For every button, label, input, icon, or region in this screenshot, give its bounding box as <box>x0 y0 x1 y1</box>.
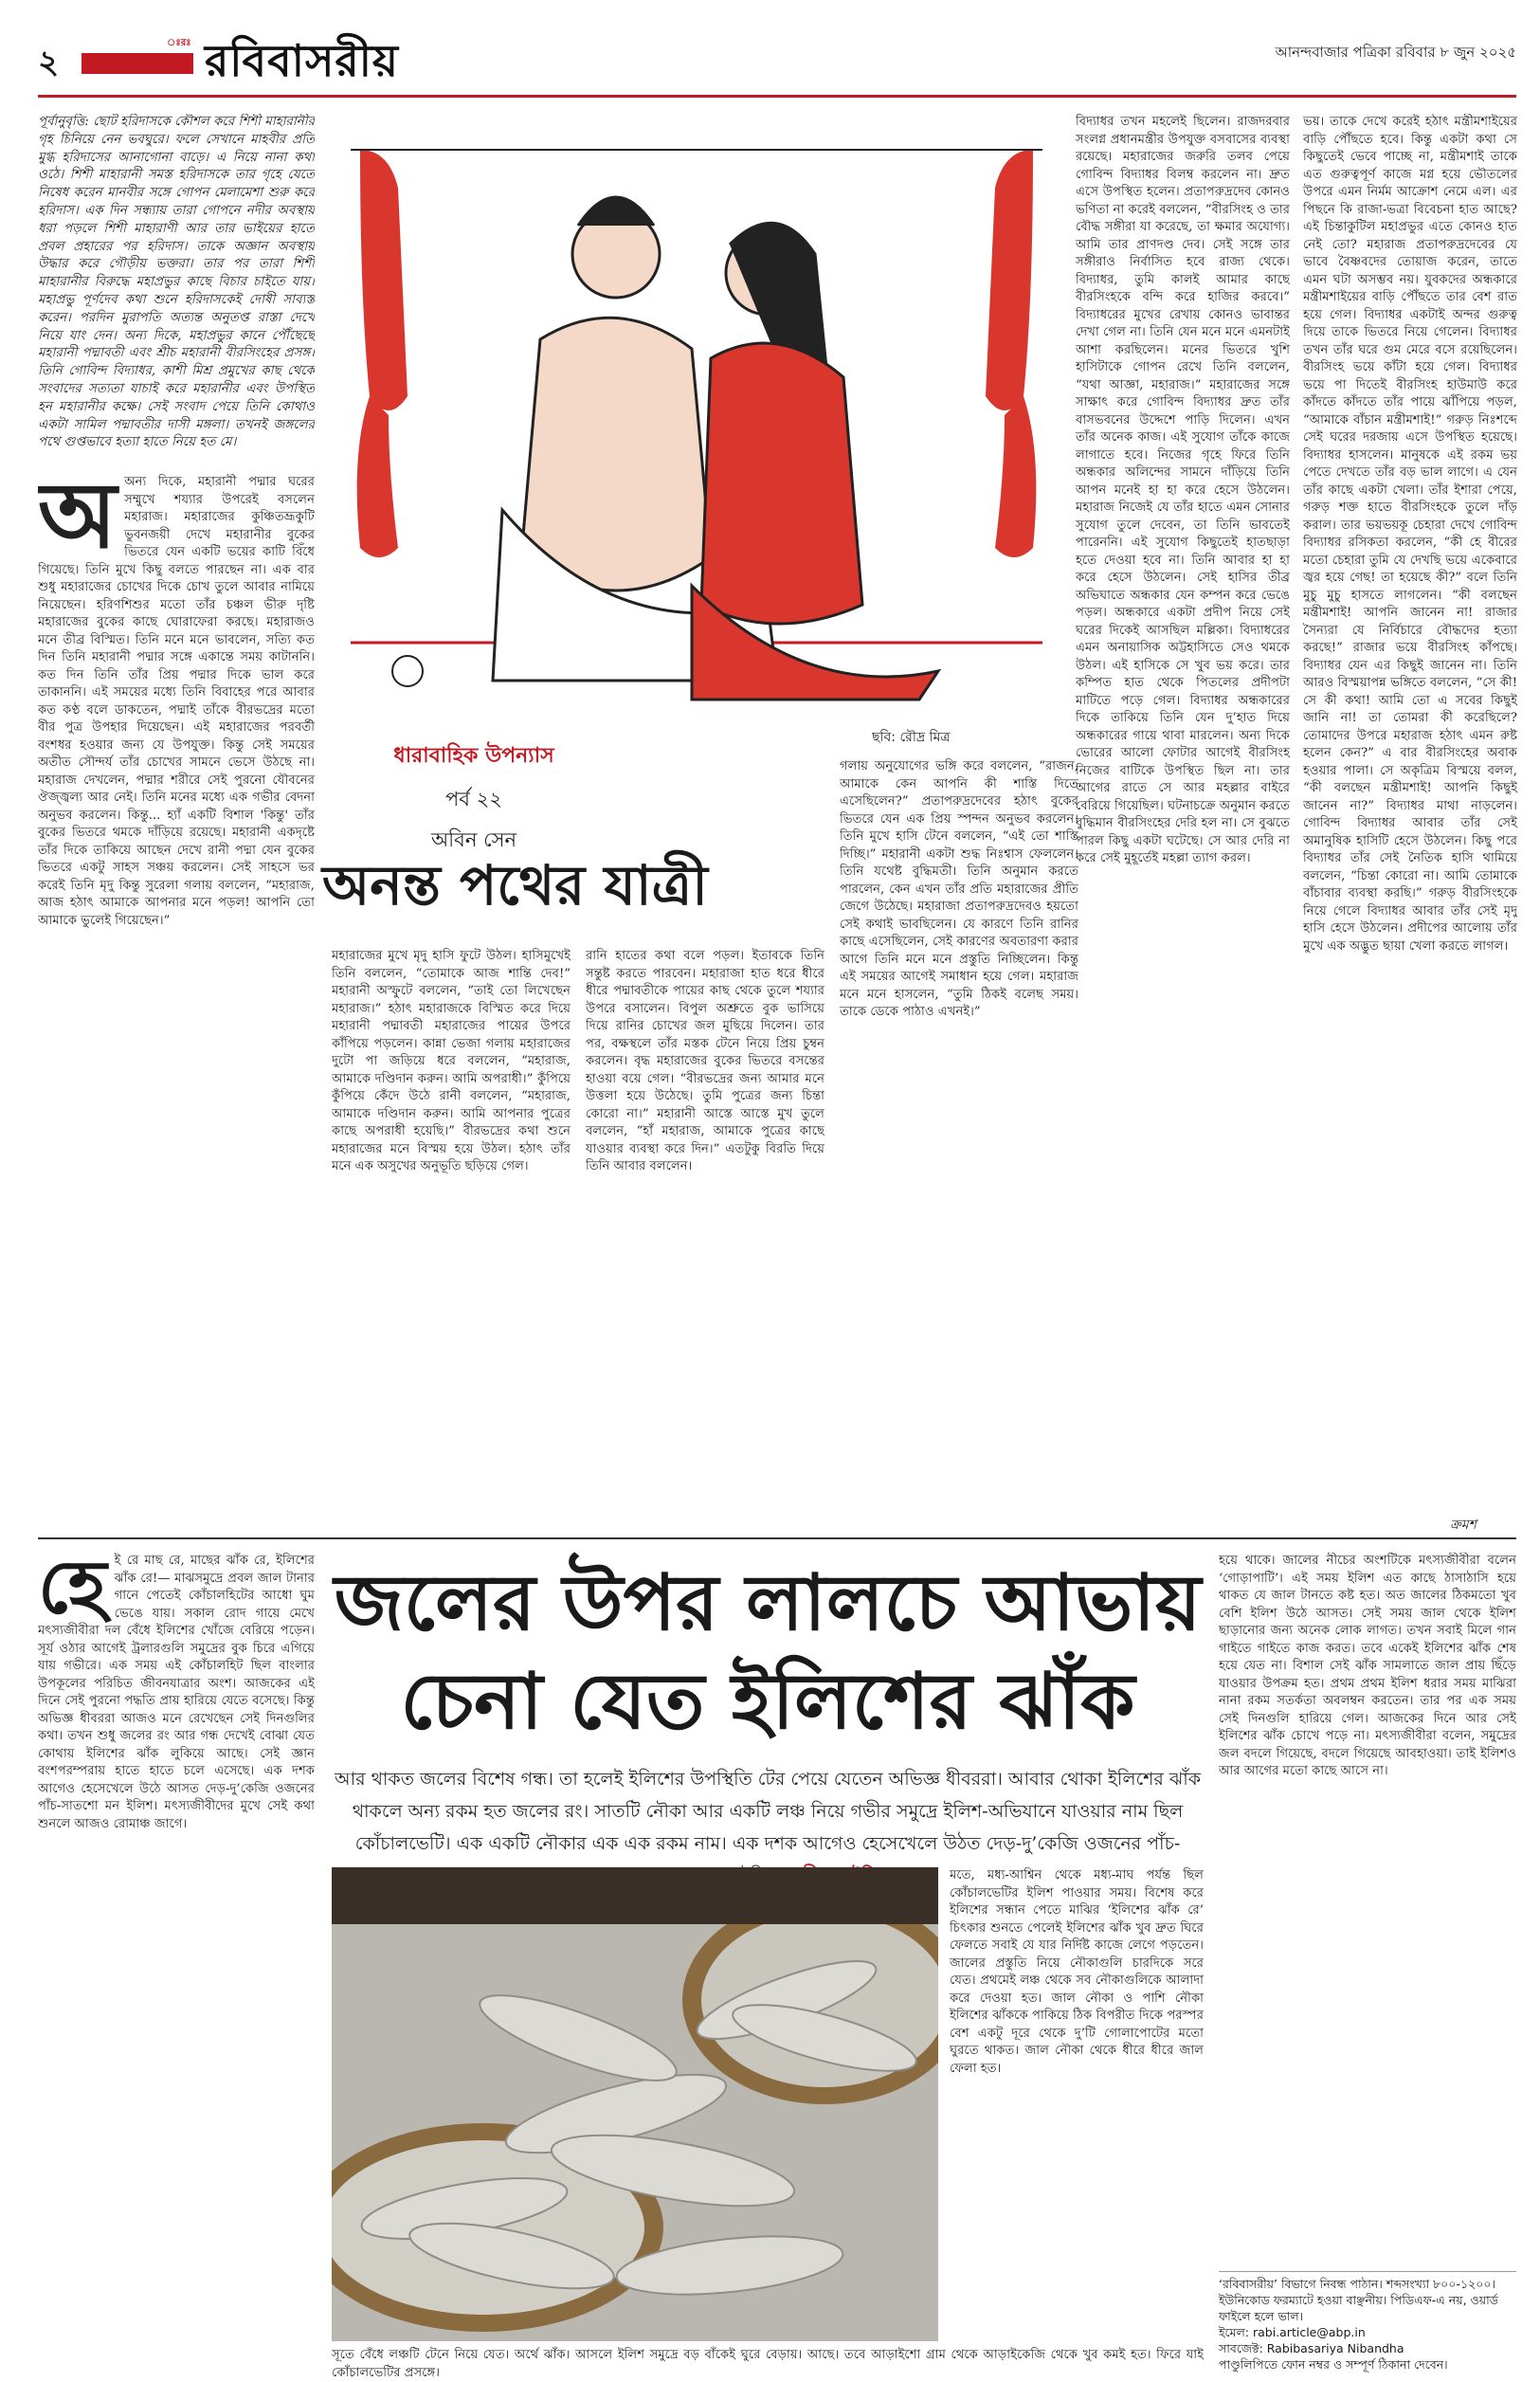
masthead-rule <box>38 95 1516 98</box>
serial-title: অনন্ত পথের যাত্রী <box>322 853 708 918</box>
hilsa-text-1: ই রে মাছ রে, মাছের ঝাঁক রে, ইলিশের ঝাঁক রে!— মাঝসমুদ্রে প্রবল জাল টানার গানে পেতেই কোঁচালহিটের আধো ঘুম ভেঙে যায়। সকাল রোদ গায়ে মেখে মৎস্যজীবীরা দল বেঁধে ইলিশের খোঁজে বেরিয়ে পড়েন। সূর্য ওঠার আগেই ট্রলারগুলি সমুদ্রের বুক চিরে এগিয়ে যায় গভীরে। এক সময় এই কোঁচালহিট ছিল বাংলার উপকূলের পরিচিত জীবনযাত্রার অংশ। আজকের এই দিনে সেই পুরনো পদ্ধতি প্রায় হারিয়ে যেতে বসেছে। কিন্তু অভিজ্ঞ ধীবররা আজও মনে রেখেছেন সেই দিনগুলির কথা। তখন শুধু জলের রং আর গন্ধ দেখেই বোঝা যেত কোথায় ইলিশের ঝাঁক লুকিয়ে আছে। সেই জ্ঞান বংশপরম্পরায় হাতে হাতে চলে এসেছে। এক দশক আগেও হেসেখেলে উঠে আসত দেড়-দু’কেজি ওজনের পাঁচ-সাতশো মন ইলিশ। মৎস্যজীবীদের মুখে সেই কথা শুনলে আজও রোমাঞ্চ জাগে। <box>38 1554 315 1831</box>
hilsa-column-2: মতে, মধ্য-আশ্বিন থেকে মধ্য-মাঘ পর্যন্ত ছিল কোঁচালভেটির ইলিশ পাওয়ার সময়। বিশেষ করে ইলিশের সন্ধান পেতে মাঝির ‘ইলিশের ঝাঁক রে’ চিৎকার শুনতে পেলেই ইলিশের ঝাঁক খুব দ্রুত ঘিরে ফেলতে সবাই যে যার নির্দিষ্ট কাজে লেগে পড়তেন। জালের প্রস্তুতি নিয়ে নৌকাগুলি চারদিকে সরে যেত। প্রথমেই লঞ্চ থেকে সব নৌকাগুলিকে আলাদা করে দেওয়া হত। জাল নৌকা ও পাশি নৌকা ইলিশের ঝাঁককে পাকিয়ে ঠিক বিপরীত দিকে পরস্পর বেশ একটু দূরে থেকে দু’টি গোলাপোটের মতো ঘুরতে থাকত। জাল নৌকা থেকে ধীরে ধীরে জাল ফেলা হত। <box>950 1868 1204 2076</box>
serial-recap: পূর্বানুবৃত্তি: ছোট হরিদাসকে কৌশল করে শিশী মাহারানীর গৃহ চিনিয়ে নেন ভবঘুরে। ফলে সেখানে মাহবীর প্রতি মুগ্ধ হরিদাসের আনাগোনা বাড়ে। এ নিয়ে নানা কথা ওঠে। শিশী মাহারানী সমস্ত হরিদাসকে তার গৃহে যেতে নিষেধ করেন মানবীর সঙ্গে গোপন মেলামেশা শুরু করে হরিদাস। এক দিন সন্ধ্যায় তারা গোপনে নদীর অবস্থায় ধরা পড়লে শিশী মাহারাণী আর তার ভাইয়ের হাতে প্রবল প্রহারের পর হরিদাস। তাকে অজ্ঞান অবস্থায় উদ্ধার করে গৌড়ীয় ভক্তরা। তার পর তারা শিশী মাহারানীর বিরুদ্ধে মহাপ্রভুর কাছে বিচার চাইতে যায়। মহাপ্রভু পূর্ণদেব কথা শুনে হরিদাসকেই দোষী সাব্যস্ত করেন। পরদিন মুরাপতি অত্যন্ত অনুতপ্ত রাস্তা দেখে নিয়ে যাং দেন। অন্য দিকে, মহাপ্রভুর কানে পৌঁছেছে মহারানী পদ্মাবতী এবং শ্রীচ মহারানী বীরসিংহের প্রসঙ্গ। তিনি গোবিন্দ বিদ্যাধর, কাশী মিশ্র প্রমুখের কাছ থেকে সংবাদের সত্যতা যাচাই করে মহারানীর এবং উপস্থিত হন মহারানীর কক্ষে। সেই সংবাদ পেয়ে তিনি কোথাও একটা সামিল পদ্মাবতীর দাসী মঙ্গলা। তখনই জঙ্গলের পথে গুপ্তভাবে হত্যা হাতে নিয়ে হত মে। <box>38 115 315 450</box>
serial-author: অবিন সেন <box>430 828 517 851</box>
submission-email[interactable]: ইমেল: rabi.article@abp.in <box>1219 2325 1366 2339</box>
logo-red-bar <box>82 53 193 74</box>
hilsa-drop-cap: হে <box>38 1553 107 1630</box>
hilsa-deck-text: আর থাকত জলের বিশেষ গন্ধ। তা হলেই ইলিশের উপস্থিতি টের পেয়ে যেতেন অভিজ্ঞ ধীবররা। আবার থোকা ইলিশের ঝাঁক থাকলে অন্য রকম হত জলের রং। সাতটি নৌকা আর একটি লঞ্চ নিয়ে গভীর সমুদ্রে ইলিশ-অভিযানে যাওয়ার নাম ছিল কোঁচালভেটি। এক একটি নৌকার এক এক রকম নাম। এক দশক আগেও হেসেখেলে উঠত দেড়-দু’কেজি ওজনের পাঁচ- <box>334 1769 1202 1854</box>
serial-tag: ধারাবাহিক উপন্যাস <box>393 744 554 768</box>
dateline: আনন্দবাজার পত্রিকা রবিবার ৮ জুন ২০২৫ <box>1275 44 1516 61</box>
section-logo <box>82 27 404 93</box>
submission-subject: সাবজেক্ট: Rabibasariya Nibandha <box>1219 2341 1404 2355</box>
hilsa-headline-line-1: জলের উপর লালচে আভায় <box>334 1558 1202 1648</box>
serial-illustration <box>332 112 1061 718</box>
hilsa-headline-line-2: চেনা যেত ইলিশের ঝাঁক <box>400 1657 1135 1747</box>
submission-info: ‘রবিবাসরীয়’ বিভাগে নিবন্ধ পাঠান। শব্দসংখ্যা ৮০০-১২০০। ইউনিকোড ফরম্যাটে হওয়া বাঞ্ছনীয়। পিডিএফ-এ নয়, ওয়ার্ড ফাইলে হলে ভাল। <box>1219 2277 1498 2323</box>
serial-column-3: রানি হাতের কথা বলে পড়ল। ইতাবকে তিনি সন্তুষ্ট করতে পারবেন। মহারাজা হাত ধরে ধীরে ধীরে পদ্মাবতীকে পায়ের কাছ থেকে তুলে শয্যার উপরে বসালেন। বিপুল অশ্রুতে বুক ভাসিয়ে দিয়ে রানির চোখের জল মুছিয়ে দিলেন। তার পর, বক্ষস্থলে তাঁর মস্তক টেনে নিয়ে প্রিয় চুম্বন করলেন। বৃদ্ধ মহারাজের বুকের ভিতরে বসন্তের হাওয়া বয়ে গেল। “বীরভদ্রের জন্য আমার মনে উত্তলা হয়ে উঠেছে। তুমি পুত্রের জন্য চিন্তা কোরো না।” মহারানী আস্তে আস্তে মুখ তুলে বললেন, “হাঁ মহারাজ, আমাকে পুত্রের কাছে যাওয়ার ব্যবস্থা করে দিন।” এতটুকু বিরতি দিয়ে তিনি আবার বললেন। <box>586 949 824 1173</box>
drop-cap: অ <box>38 474 118 569</box>
hilsa-headline <box>332 1555 1204 1752</box>
page-number: ২ <box>38 44 60 82</box>
hilsa-bottom-strip: সূতে বেঁধে লঞ্চটি টেনে নিয়ে যেত। অর্থে ঝাঁক। আসলে ইলিশ সমুদ্রে বড় বাঁকেই ঘুরে বেড়ায়। আছে। তবে আড়াইশো গ্রাম থেকে আড়াইকেজি থেকে খুব কমই হত। ফিরে যাই কোঁচালভেটির প্রসঙ্গে। <box>332 2348 1204 2380</box>
section-divider <box>38 1537 1516 1539</box>
serial-column-5: বিদ্যাধর তখন মহলেই ছিলেন। রাজদরবার সংলগ্ন প্রধানমন্ত্রীর উপযুক্ত বসবাসের ব্যবস্থা রয়েছে। মহারাজের জরুরি তলব পেয়ে গোবিন্দ বিদ্যাধর বিলম্ব করলেন না। দ্রুত এসে উপস্থিত হলেন। প্রতাপরুদ্রদেব কোনও ভণিতা না করেই বললেন, “বীরসিংহ ও তার বৌদ্ধ সঙ্গীরা যা করেছে, তা ক্ষমার অযোগ্য। আমি তার প্রাণদণ্ড দেব। সেই সঙ্গে তার সঙ্গীরাও নির্বাসিত হবে রাজ্য থেকে। বিদ্যাধর, তুমি কালই আমার কাছে বীরসিংহকে বন্দি করে হাজির করবে।” বিদ্যাধরের মুখের রেখায় কোনও ভাবান্তর দেখা গেল না। তিনি যেন মনে মনে এমনটাই আশা করছিলেন। মনের ভিতরে খুশি হাসিটাকে গোপন রেখে তিনি বললেন, “যথা আজ্ঞা, মহারাজ।” মহারাজের সঙ্গে সাক্ষাৎ করে গোবিন্দ বিদ্যাধর দ্রুত তাঁর বাসভবনের উদ্দেশে পাড়ি দিলেন। এখন তাঁর অনেক কাজ। এই সুযোগ তাঁকে কাজে লাগাতে হবে। নিজের গৃহে ফিরে তিনি অন্ধকার অলিন্দের সামনে দাঁড়িয়ে তিনি আপন মনেই হা হা করে হেসে উঠলেন। মহারাজ নিজেই যে তাঁর হাতে এমন সোনার সুযোগ তুলে দেবেন, তা তিনি ভাবতেই পারেননি। এই সুযোগ কিছুতেই হাতছাড়া হতে দেওয়া হবে না। তিনি আবার হা হা করে হেসে উঠলেন। সেই হাসির তীব্র অভিঘাতে অন্ধকার যেন কম্পন করে ভেঙে পড়ল। অন্ধকারে একটা প্রদীপ নিয়ে সেই ঘরের দিকেই আসছিল মল্লিকা। বিদ্যাধরের এমন অনায়াসিক অট্টহাসিতে সেও থমকে উঠল। এই হাসিকে সে খুব ভয় করে। তার কম্পিত হাত থেকে পিতলের প্রদীপটা মাটিতে পড়ে গেল। বিদ্যাধর অন্ধকারের দিকে তাকিয়ে তিনি যেন দু’হাত দিয়ে অন্ধকারের গায়ে থাবা মারলেন। অন্য দিকে ভোরের আলো ফোটার আগেই বীরসিংহ নিজের বাটিকে উপস্থিত ছিল না। তার আগের রাতে সে আর মহল্লার বাইরে বেরিয়ে গিয়েছিল। ঘটনাচক্রে অনুমান করতে বুদ্ধিমান বীরসিংহের দেরি হল না। সে বুঝতে পারল কিছু একটা ঘটেছে। সে আর দেরি না করে সেই মুহূর্তেই মহল্লা ত্যাগ করল। <box>1076 115 1290 865</box>
to-be-continued: ক্রমশ <box>1450 1518 1477 1533</box>
logo-small-text: ঃরঃ <box>167 38 191 48</box>
section-title: রবিবাসরীয় <box>205 35 399 86</box>
serial-part: পর্ব ২২ <box>445 788 502 810</box>
serial-column-6: ভয়। তাকে দেখে করেই হঠাৎ মন্ত্রীমশাইয়ের বাড়ি পৌঁছতে হবে। কিন্তু একটা কথা সে কিছুতেই ভেবে পাচ্ছে না, মন্ত্রীমশাই তাকে এত গুরুত্বপূর্ণ কাজে মগ্ন হয়ে ভৌতলের উপরে এমন নির্মম আক্রোশ নেমে এল। এর পিছনে কি রাজা-ভত্রা বিবেচনা হাত আছে? এই চিন্তাকুটিল মহাপ্রভুর এতে কোনও হাত নেই তো? মহারাজ প্রতাপরুদ্রদেবের যে ভাবে বৈষ্ণবদের তোয়াজ করেন, তাতে এমন ঘটা অসম্ভব নয়। যুবকদের অন্ধকারে মন্ত্রীমশাইয়ের বাড়ি পৌঁছতে তার বেশ রাত হয়ে গেল। বিদ্যাধর একটাই অন্দর গুরুত্ব দিয়ে তাকে ভিতরে নিয়ে গেলেন। বিদ্যাধর তখন তাঁর ঘরে গুম মেরে বসে রয়েছিলেন। বীরসিংহ ভয়ে কাঁটা হয়ে গেল। বিদ্যাধর ভয়ে পা দিতেই বীরসিংহ হাউমাউ করে কাঁদতে কাঁদতে তাঁর পায়ে ঝাঁপিয়ে পড়ল, “আমাকে বাঁচান মন্ত্রীমশাই!” গরুড় নিঃশব্দে সেই ঘরের দরজায় এসে উপস্থিত হয়েছে। বিদ্যাধর হাসলেন। মানুষকে এই রকম ভয় পেতে দেখতে তাঁর বড় ভাল লাগে। এ যেন তাঁর কাছে একটা খেলা। তাঁর ইশারা পেয়ে, গরুড় শক্ত হাতে বীরসিংহকে তুলে দাঁড় করাল। তার ভয়ভয়কূ চেহারা দেখে গোবিন্দ বিদ্যাধর রসিকতা করলেন, “কী হে বীরের মতো চেহারা তুমি যে দেখছি ভয়ে একেবারে জ্বর হয়ে গেছ! তা হয়েছে কী?” বলে তিনি মুচু মুচু হাসতে লাগলেন। “কী বলছেন মন্ত্রীমশাই! আপনি জানেন না! রাজার সৈন্যরা যে নির্বিচারে বৌদ্ধদের হত্যা করছে!” রাজার ভয়ে বীরসিংহ কাঁপছে। বিদ্যাধর যেন এর কিছুই জানেন না। তিনি আরও বিস্ময়াপন্ন ভঙ্গিতে বললেন, “সে কী! সে কী কথা! আমি তো এ সবের কিছুই জানি না! তা তোমরা কী করেছিলে? তোমাদের উপরে মহারাজ হঠাৎ এমন রুষ্ট হলেন কেন?” এ বার বীরসিংহের অবাক হওয়ার পালা। সে অকৃত্রিম বিস্ময়ে বলল, “কী বলছেন মন্ত্রীমশাই! আপনি কিছুই জানেন না?” বিদ্যাধর মাথা নাড়লেন। গোবিন্দ বিদ্যাধর আবার তাঁর সেই অমানুষিক হাসিটি হেসে উঠলেন। কিছু পরে বিদ্যাধর তাঁর সেই নৈতিক হাসি থামিয়ে বললেন, “চিন্তা কোরো না। আমি তোমাকে বাঁচাবার ব্যবস্থা করছি।” গরুড় বীরসিংহকে নিয়ে গেলে বিদ্যাধর আবার তাঁর সেই মৃদু হাসি হেসে উঠলেন। প্রদীপের আলোয় তাঁর মুখে এক অদ্ভুত ছায়া খেলা করতে লাগল। <box>1303 115 1517 954</box>
hilsa-photo <box>332 1867 938 2341</box>
serial-column-4: গলায় অনুযোগের ভঙ্গি করে বললেন, “রাজন, আমাকে কেন আপনি কী শাস্তি দিতে এসেছিলেন?” প্রতাপরুদ্রদেবের হঠাৎ বুকের ভিতরে যেন এক প্রিয় স্পন্দন অনুভব করলেন। তিনি মুখে হাসি টেনে বললেন, “এই তো শাস্তি দিচ্ছি।” মহারানী একটা শুদ্ধ নিঃশ্বাস ফেললেন। তিনি যথেষ্ট বুদ্ধিমতী। তিনি অনুমান করতে পারলেন, কেন এখন তাঁর প্রতি মহারাজের প্রীতি জেগে উঠেছে। মহারাজা প্রতাপরুদ্রদেবও হয়তো সেই কথাই ভাবছিলেন। যে কারণে তিনি রানির কাছে এসেছিলেন, সেই কারণের অবতারণা করার আগে তিনি মনে মনে প্রস্তুতি নিচ্ছিলেন। কিন্তু এই সময়ের আগেই সমাধান হয়ে গেল। মহারাজ মনে মনে হাসলেন, “তুমি ঠিকই বলেছ সময়। তাকে ডেকে পাঠাও এখনই।” <box>840 759 1078 1019</box>
serial-text-1: অন্য দিকে, মহারানী পদ্মার ঘরের সম্মুখে শয্যার উপরেই বসলেন মহারাজ। মহারাজের কুঞ্চিতভ্রূকুটি ভুবনজয়ী দেখে মহারানীর বুকের ভিতরে যেন একটি ভয়ের কাটি বিঁধে গিয়েছে। তিনি মুখে কিছু বলতে পারছেন না। এক বার শুধু মহারাজের চোখের দিকে চোখ তুলে আবার নামিয়ে নিয়েছেন। হরিণশিশুর মতো তাঁর চঞ্চল ভীরু দৃষ্টি মহারাজের বুকের কাছে ঘোরাফেরা করছে। মহারাজও মনে তীব্র বিস্মিত। তিনি মনে মনে ভাবলেন, সত্যি কত দিন তিনি মহারানী পদ্মার সঙ্গে একান্তে সময় কাটাননি। কত দিন তিনি তাঁর প্রিয় পদ্মার দিকে ভাল করে তাকাননি। এই সময়ের মধ্যে তিনি বিবাহের পরে আবার কত কণ্ঠ বলে ডাকতেন, পদ্মাই তাঁকে বীরভদ্রের মতো বীর পুত্র উপহার দিয়েছেন। এই মহারাজের পরবর্তী বংশধর হওয়ার জন্য যে উপযুক্ত। কিন্তু সেই সময়ের অতীত সৌন্দর্য তাঁর চোখের সামনে ভেসে উঠছে না। মহারাজ দেখলেন, পদ্মার শরীরে সেই পুরনো যৌবনের ঔজ্জ্বল্য আর নেই। তিনি মনের মধ্যে এক গভীর বেদনা অনুভব করলেন। কিন্তু... হ্যাঁ একটি বিশাল 'কিন্তু' তাঁর বুকের ভিতরে থমকে দাঁড়িয়ে রয়েছে। মহারানী একদৃষ্টে তাঁর দিকে তাকিয়ে আছেন দেখে রানী পদ্মা যেন বুকের ভিতরে একটু সাহস সঞ্চয় করলেন। সেই সাহসে ভর করেই তিনি মৃদু কিন্তু সুরেলা গলায় বললেন, “মহারাজ, আজ হঠাৎ আমাকে আপনার মনে পড়ল! আপনি তো আমাকে ভুলেই গিয়েছেন।” <box>38 475 315 928</box>
submission-box <box>1219 2271 1516 2375</box>
hilsa-column-3: হয়ে থাকে। জালের নীচের অংশটিকে মৎস্যজীবীরা বলেন ‘গোড়াপাটি’। এই সময় ইলিশ এত কাছে ঠাসাঠাসি হয়ে থাকত যে জাল টানতে কষ্ট হত। অত জালের ঠিকমতো খুব বেশি ইলিশ উঠে আসত। সেই সময় জাল থেকে ইলিশ ছাড়ানোর জন্য অনেক লোক লাগত। তখন সবাই মিলে গান গাইতে গাইতে কাজ করত। তবে একেই ইলিশের ঝাঁক শেষ হয়ে যেত না। বিশাল সেই ঝাঁক সামলাতে জাল প্রায় ছিঁড়ে যাওয়ার উপক্রম হত। প্রথম প্রথম ইলিশ ধরার সময় মাঝিরা নানা রকম সতর্কতা অবলম্বন করতেন। তার পর এক সময় সেই দিনগুলি হারিয়ে গেল। আজকের দিনে আর সেই ইলিশের ঝাঁক চোখে পড়ে না। মৎস্যজীবীরা বলেন, সমুদ্রের জল বদলে গিয়েছে, বদলে গিয়েছে আবহাওয়া। তাই ইলিশও আর আগের মতো কাছে আসে না। <box>1219 1554 1516 1778</box>
masthead <box>38 21 1516 106</box>
illustration-credit: ছবি: রৌদ্র মিত্র <box>872 730 951 745</box>
serial-heading <box>332 739 616 858</box>
serial-column-2: মহারাজের মুখে মৃদু হাসি ফুটে উঠল। হাসিমুখেই তিনি বললেন, “তোমাকে আজ শান্তি দেব!” মহারানী অস্ফুটে বললেন, “তাই তো লিখেছেন মহারাজ।” হঠাৎ মহারাজকে বিস্মিত করে দিয়ে মহারানী পদ্মাবতী মহারাজের পায়ের উপরে কাঁপিয়ে পড়লেন। কান্না ভেজা গলায় মহারাজের দুটো পা জড়িয়ে ধরে বললেন, “মহারাজ, আমাকে দণ্ডিদান করুন। আমি অপরাধী।” কুঁপিয়ে কুঁপিয়ে কেঁদে উঠে রানী বললেন, “মহারাজ, আমাকে দণ্ডিদান করুন। আমি আপনার পুত্রের কাছে অপরাধী হয়েছি।” বীরভদ্রের কথা শুনে মহারাজের মনে বিস্ময় হয়ে উঠল। হঠাৎ তাঁর মনে এক অসুখের অনুভূতি ছড়িয়ে গেল। <box>332 949 571 1173</box>
serial-column-1 <box>38 474 315 1536</box>
submission-note: পাণ্ডুলিপিতে ফোন নম্বর ও সম্পূর্ণ ঠিকানা দেবেন। <box>1219 2357 1448 2372</box>
hilsa-column-1 <box>38 1553 315 2349</box>
